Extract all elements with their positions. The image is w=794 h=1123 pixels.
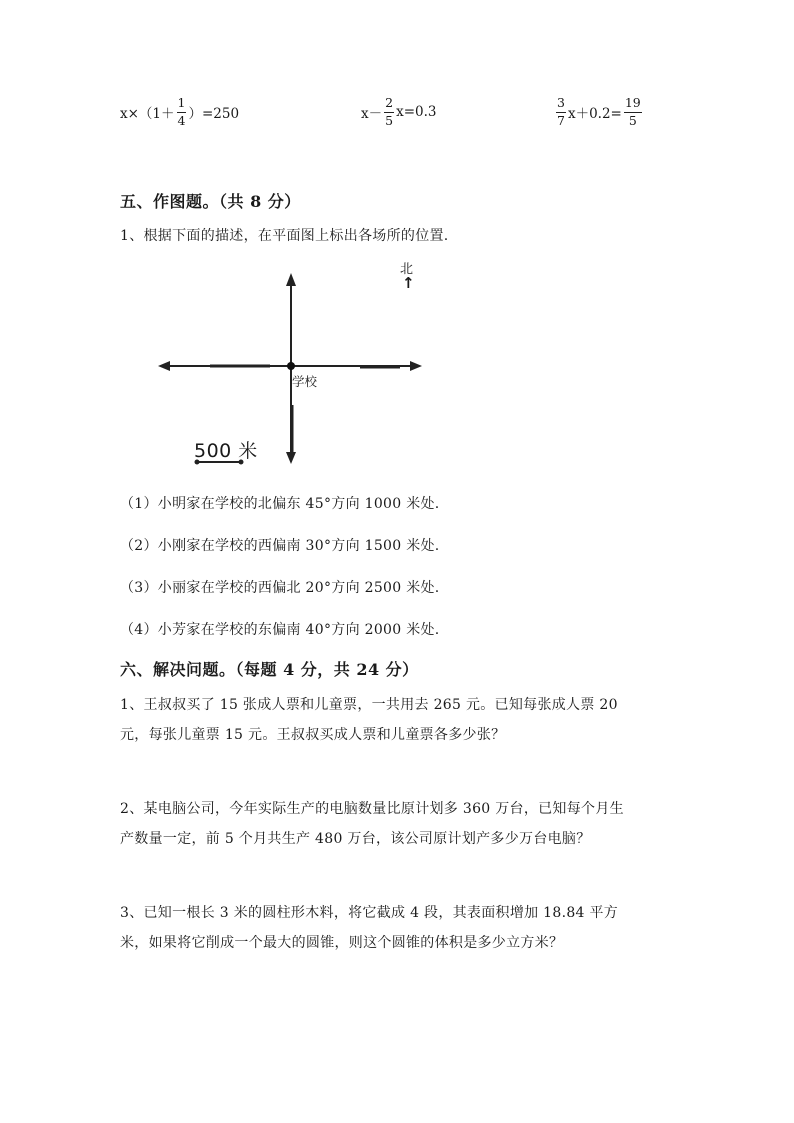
equation-1 bbox=[120, 97, 239, 127]
list-item: （1）小明家在学校的北偏东 45°方向 1000 米处. bbox=[120, 496, 440, 512]
fraction-denominator: 5 bbox=[385, 112, 394, 128]
equation-2-after: x=0.3 bbox=[396, 104, 437, 120]
fraction-19-5 bbox=[624, 97, 642, 127]
equation-3-middle: x＋0.2= bbox=[567, 106, 622, 122]
equation-3 bbox=[554, 97, 644, 127]
west-arrowhead bbox=[158, 361, 170, 371]
equation-1-after: ）=250 bbox=[188, 106, 240, 122]
north-label: 北 bbox=[400, 262, 414, 277]
fraction-denominator: 4 bbox=[177, 112, 186, 128]
school-point bbox=[287, 362, 295, 370]
question-line: 3、已知一根长 3 米的圆柱形木料，将它截成 4 段，其表面积增加 18.84 平方 bbox=[120, 905, 619, 921]
question-line: 元，每张儿童票 15 元。王叔叔买成人票和儿童票各多少张？ bbox=[120, 727, 506, 743]
list-item: （2）小刚家在学校的西偏南 30°方向 1500 米处. bbox=[120, 538, 440, 554]
school-label: 学校 bbox=[292, 374, 318, 389]
list-item: （3）小丽家在学校的西偏北 20°方向 2500 米处. bbox=[120, 580, 440, 596]
section-6-title: 六、解决问题。（每题 4 分，共 24 分） bbox=[120, 660, 419, 679]
fraction-numerator: 19 bbox=[624, 97, 642, 113]
fraction-denominator: 5 bbox=[628, 112, 637, 128]
question-line: 2、某电脑公司，今年实际生产的电脑数量比原计划多 360 万台，已知每个月生 bbox=[120, 801, 624, 817]
section-5-question-1: 1、根据下面的描述，在平面图上标出各场所的位置. bbox=[120, 228, 449, 244]
fraction-numerator: 3 bbox=[556, 97, 566, 113]
question-line: 产数量一定，前 5 个月共生产 480 万台，该公司原计划产多少万台电脑？ bbox=[120, 831, 591, 847]
fraction-3-7 bbox=[556, 97, 566, 127]
equation-2-before: x－ bbox=[361, 106, 383, 122]
south-arrowhead bbox=[286, 452, 296, 464]
section-6-question-1 bbox=[120, 690, 618, 750]
question-line: 米，如果将它削成一个最大的圆锥，则这个圆锥的体积是多少立方米？ bbox=[120, 935, 564, 951]
north-arrowhead bbox=[286, 273, 296, 286]
section-6-question-3 bbox=[120, 898, 618, 958]
scale-label: 500 米 bbox=[194, 440, 258, 462]
fraction-denominator: 7 bbox=[557, 112, 565, 128]
east-arrowhead bbox=[410, 361, 422, 371]
equation-2 bbox=[361, 97, 436, 127]
section-6-question-2 bbox=[120, 794, 624, 854]
section-5-title: 五、作图题。（共 8 分） bbox=[120, 192, 301, 211]
question-line: 1、王叔叔买了 15 张成人票和儿童票，一共用去 265 元。已知每张成人票 20 bbox=[120, 697, 618, 713]
north-arrow-icon: ↑ bbox=[402, 274, 415, 292]
fraction-numerator: 1 bbox=[177, 97, 187, 113]
equation-1-before: x×（1＋ bbox=[120, 106, 175, 122]
fraction-2-5 bbox=[384, 97, 394, 127]
list-item: （4）小芳家在学校的东偏南 40°方向 2000 米处. bbox=[120, 622, 440, 638]
fraction-numerator: 2 bbox=[384, 97, 394, 113]
fraction-1-4 bbox=[177, 97, 187, 127]
